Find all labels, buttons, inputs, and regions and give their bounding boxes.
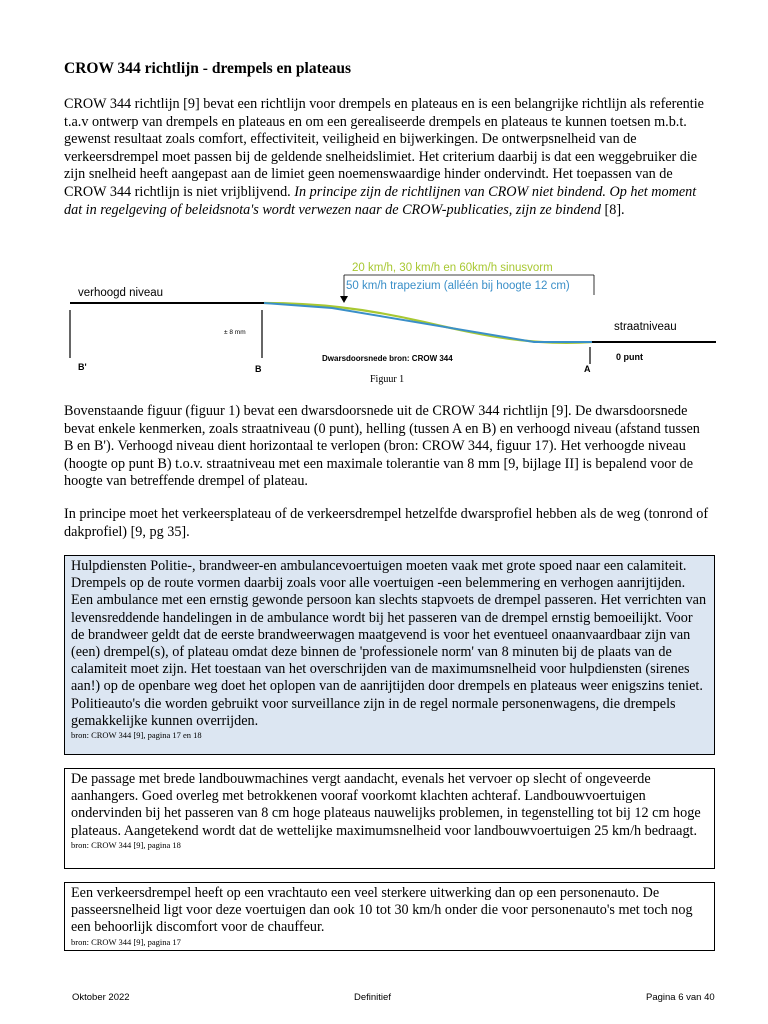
agricultural-text: De passage met brede landbouwmachines vergt aandacht, evenals het vervoer op slecht of ongeveerde aanhangers. Goed overleg met betrokkenen vooraf voorkomt klachten achteraf. Landbouwvoertuigen ondervinden bij het passeren van 8 cm hoge plateaus nauwelijks problemen, in tegenstelling tot bij 12 cm hoge plateaus. Aangetekend wordt dat de wettelijke maximumsnelheid voor landbouwvoertuigen 25 km/h bedraagt. <box>71 771 701 839</box>
section-title: CROW 344 richtlijn - drempels en plateaus <box>64 60 352 77</box>
intro-italic-text: In principe zijn de richtlijnen van CROW niet bindend. Op het moment dat in regelgeving of beleidsnota's wordt verwezen naar de CROW-publicaties, zijn ze bindend <box>64 183 697 218</box>
footer-date: Oktober 2022 <box>72 992 130 1003</box>
legend-sinus-text: 20 km/h, 30 km/h en 60km/h sinusvorm <box>352 262 553 274</box>
sinus-profile-curve <box>264 303 592 343</box>
truck-source: bron: CROW 344 [9], pagina 17 <box>71 936 181 947</box>
agricultural-box <box>64 768 715 869</box>
emergency-services-source: bron: CROW 344 [9], pagina 17 en 18 <box>71 730 202 741</box>
point-a-label: A <box>584 364 591 374</box>
emergency-services-box <box>64 555 715 755</box>
footer-status: Definitief <box>354 992 391 1003</box>
zero-point-label: 0 punt <box>616 352 643 362</box>
street-level-label: straatniveau <box>614 321 677 333</box>
intro-text: CROW 344 richtlijn [9] bevat een richtlijn voor drempels en plateaus en is een belangrijke richtlijn als referentie t.a.v ontwerp van drempels en plateaus en om een gerealiseerde drempels en plateaus te kunnen toetsen m.b.t. gewenst resultaat zoals comfort, effectiviteit, veiligheid en bijwerkingen. De ontwerpsnelheid van de verkeersdrempel moet passen bij de geldende snelheidslimiet. Het criterium daarbij is dat een weggebruiker die zijn snelheid heeft aangepast aan de limiet geen noemenswaardige hinder ondervindt. Het toepassen van de CROW 344 richtlijn is niet vrijblijvend. <box>64 96 704 200</box>
agricultural-source: bron: CROW 344 [9], pagina 18 <box>71 839 181 850</box>
point-b-prime-label: B' <box>78 362 87 372</box>
intro-reference: [8]. <box>600 201 625 218</box>
cross-section-figure <box>64 250 724 390</box>
truck-box <box>64 882 715 951</box>
point-b-label: B <box>255 364 262 374</box>
cross-section-diagram <box>64 250 724 390</box>
legend-arrow-icon <box>340 296 348 303</box>
figure-description-paragraph: Bovenstaande figuur (figuur 1) bevat een dwarsdoorsnede uit de CROW 344 richtlijn [9]. De dwarsdoorsnede bevat enkele kenmerken, zoals straatniveau (0 punt), helling (tussen A en B) en verhoogd niveau (afstand tussen B en B'). Verhoogd niveau dient horizontaal te verlopen (bron: CROW 344, figuur 17). Het verhoogde niveau (hoogte op punt B) t.o.v. straatniveau met een maximale tolerantie van 8 mm [9, bijlage II] is bepalend voor de hoogte van betreffende drempel of plateau. <box>64 403 700 490</box>
intro-paragraph <box>64 96 712 219</box>
raised-level-label: verhoogd niveau <box>78 287 164 299</box>
truck-text: Een verkeersdrempel heeft op een vrachtauto een veel sterkere uitwerking dan op een personenauto. De passeersnelheid ligt voor deze voertuigen dan ook 10 tot 30 km/h onder die voor personenauto's met toch nog een behoorlijk discomfort voor de chauffeur. <box>71 885 693 936</box>
figure-caption: Figuur 1 <box>370 374 405 385</box>
figure-source-text: Dwarsdoorsnede bron: CROW 344 <box>322 354 453 363</box>
tolerance-label: ± 8 mm <box>224 329 246 336</box>
legend-trapezium-text: 50 km/h trapezium (alléén bij hoogte 12 cm) <box>346 280 570 292</box>
emergency-services-text: Hulpdiensten Politie-, brandweer-en ambulancevoertuigen moeten vaak met grote spoed naar een calamiteit. Drempels op de route vormen daarbij zoals voor alle voertuigen -een belemmering en verhogen aanrijtijden. Een ambulance met een ernstig gewonde persoon kan slechts stapvoets de drempel passeren. Het verrichten van levensreddende handelingen in de ambulance wordt bij het passeren van de drempel ernstig bemoeilijkt. Voor de brandweer geldt dat de eerste brandweerwagen maatgevend is voor het eventueel onaanvaardbaar zijn van (een) drempel(s), of plateau omdat deze binnen de 'professionele norm' van 8 minuten bij de plaats van de calamiteit moet zijn. Het toestaan van het overschrijden van de maximumsnelheid voor hulpdiensten (sirenes aan!) op de openbare weg doet het oplopen van de aanrijtijden door drempels en plateaus weer enigszins teniet. Politieauto's die worden gebruikt voor surveillance zijn in de regel normale personenwagens, die drempels gemakkelijke kunnen overrijden. <box>71 558 707 729</box>
footer-page-number: Pagina 6 van 40 <box>646 992 715 1003</box>
profile-paragraph: In principe moet het verkeersplateau of de verkeersdrempel hetzelfde dwarsprofiel hebben als de weg (tonrond of dakprofiel) [9, pg 35]. <box>64 506 709 540</box>
